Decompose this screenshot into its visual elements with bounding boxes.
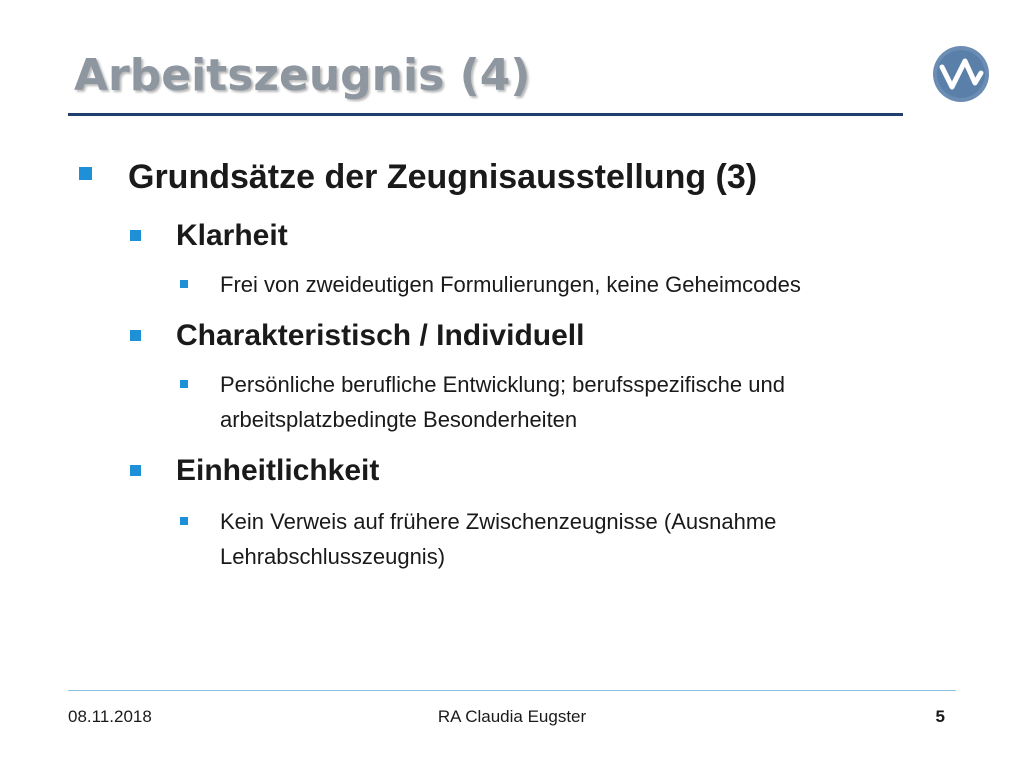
bullet-square-icon: [180, 380, 188, 388]
list-item-level1: Grundsätze der Zeugnisausstellung (3): [128, 158, 758, 196]
bullet-square-icon: [130, 465, 141, 476]
page-number: 5: [935, 707, 945, 726]
bullet-square-icon: [180, 280, 188, 288]
slide-title: Arbeitszeugnis (4): [74, 50, 531, 101]
bullet-square-icon: [180, 517, 188, 525]
triangle-wave-logo-icon: [932, 45, 990, 103]
title-underline: [68, 113, 903, 116]
list-item-heading: Einheitlichkeit: [176, 454, 380, 487]
footer-author: RA Claudia Eugster: [437, 707, 587, 726]
bullet-square-icon: [130, 230, 141, 241]
list-item-detail: Persönliche berufliche Entwicklung; berufsspezifische und: [220, 372, 785, 397]
list-item-detail-continuation: Lehrabschlusszeugnis): [220, 544, 446, 569]
list-item-detail-continuation: arbeitsplatzbedingte Besonderheiten: [220, 407, 578, 432]
list-item-heading: Charakteristisch / Individuell: [176, 319, 585, 352]
bullet-square-icon: [130, 330, 141, 341]
list-item-heading: Klarheit: [176, 219, 288, 252]
footer-date: 08.11.2018: [68, 707, 152, 726]
list-item-detail: Kein Verweis auf frühere Zwischenzeugnisse (Ausnahme: [220, 509, 777, 534]
footer-divider: [68, 690, 956, 691]
bullet-square-icon: [79, 167, 92, 180]
list-item-detail: Frei von zweideutigen Formulierungen, keine Geheimcodes: [220, 272, 801, 297]
